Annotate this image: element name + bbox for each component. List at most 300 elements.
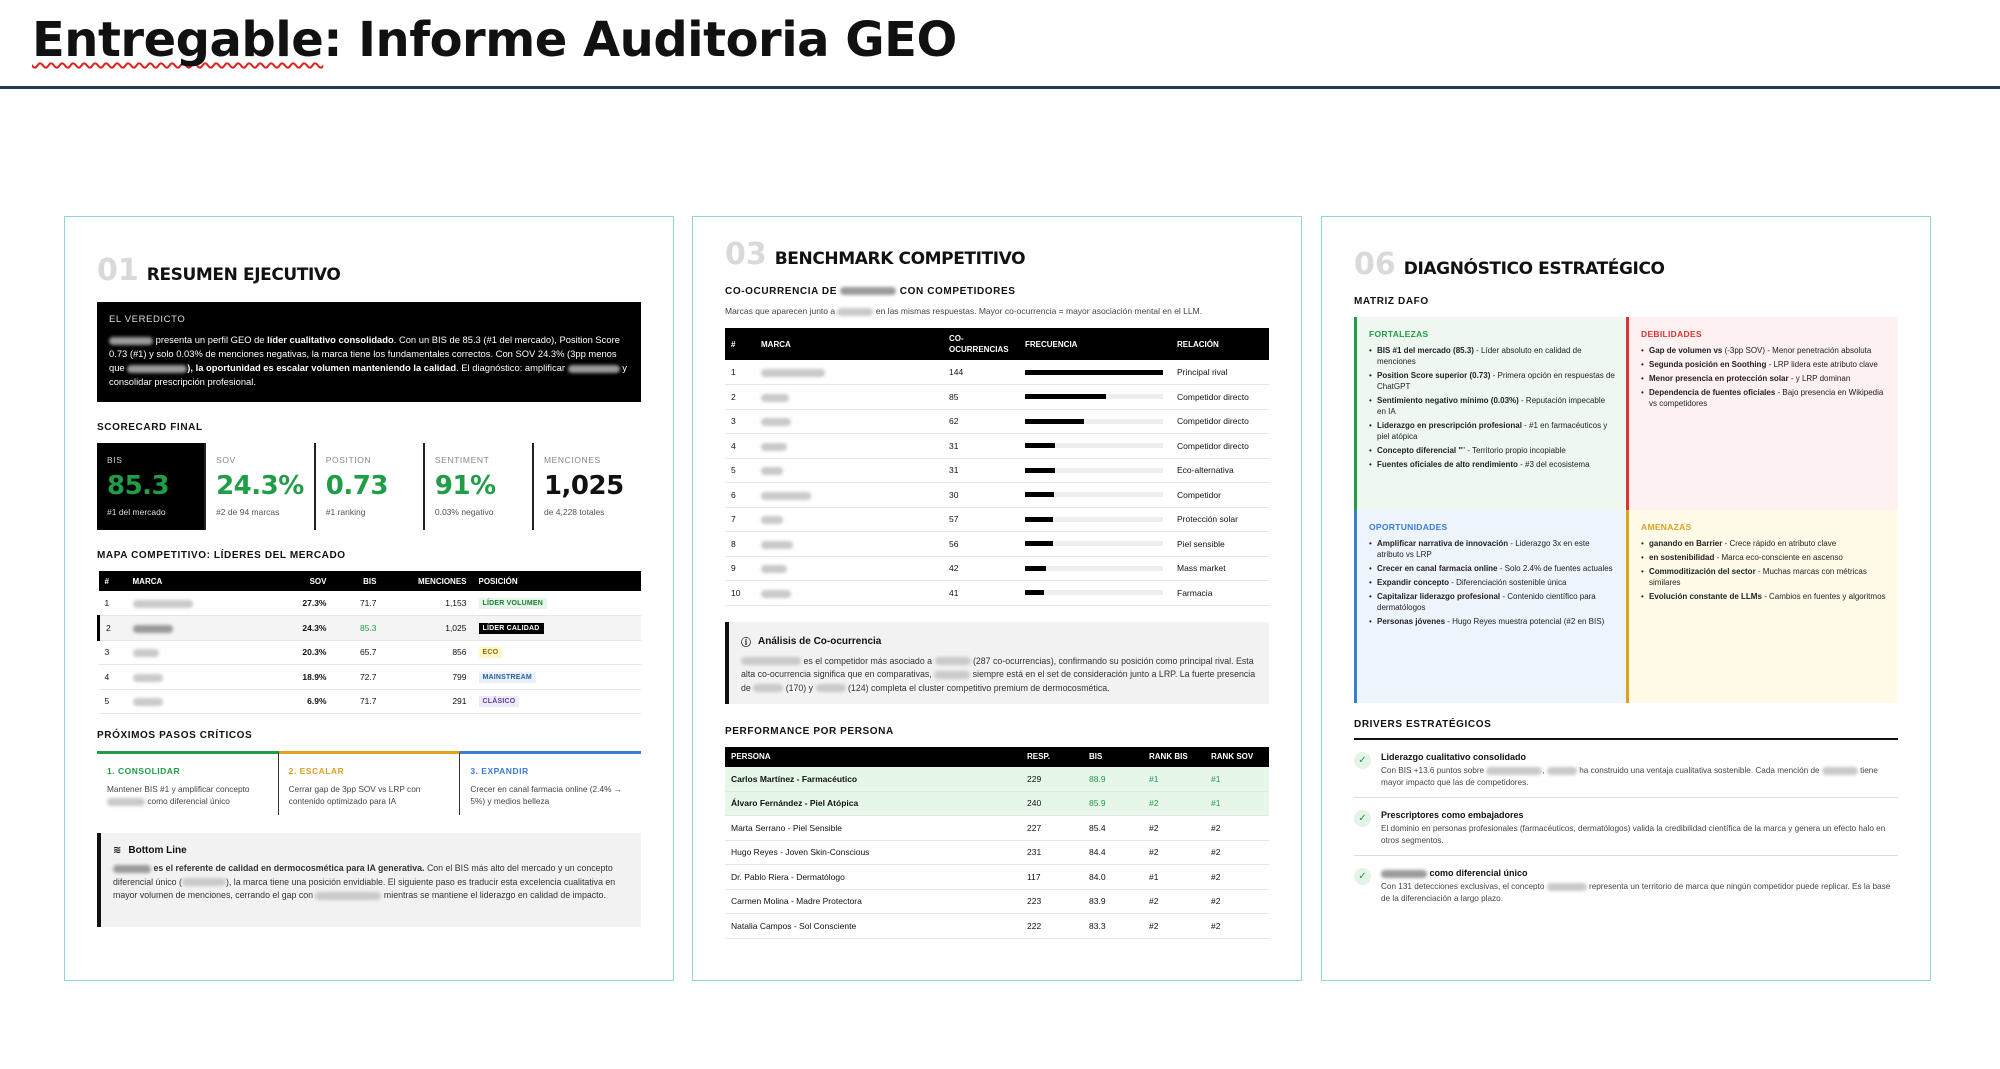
swot-item	[1641, 552, 1888, 563]
bottom-line-callout	[97, 833, 641, 927]
analysis-callout	[725, 622, 1269, 704]
swot-item-bold: Amplificar narrativa de innovación	[1377, 539, 1509, 548]
col-header: CO-OCURRENCIAS	[943, 328, 1019, 360]
cell-resp: 231	[1021, 840, 1083, 865]
col-header: POSICIÓN	[473, 571, 642, 591]
frequency-bar-track	[1025, 541, 1163, 546]
cell-rank: 1	[725, 360, 755, 385]
redacted-brand	[133, 674, 163, 682]
driver-title: Liderazgo cualitativo consolidado	[1381, 752, 1527, 762]
cell-cooccurrences: 42	[943, 556, 1019, 581]
cell-rs: #2	[1205, 840, 1269, 865]
step-desc	[107, 783, 268, 807]
swot-item-text: - Hugo Reyes muestra potencial (#2 en BIS)	[1445, 617, 1605, 626]
frequency-bar-track	[1025, 419, 1163, 424]
swot-item-text: - Líder absoluto en calidad de menciones	[1377, 346, 1582, 366]
driver-item	[1354, 740, 1898, 798]
table-row	[725, 914, 1269, 939]
driver-item	[1354, 798, 1898, 856]
cell: 5	[99, 689, 127, 714]
persona-table	[725, 747, 1269, 939]
next-steps	[97, 751, 641, 815]
quadrant-title: FORTALEZAS	[1369, 329, 1429, 339]
cell-relation: Piel sensible	[1171, 532, 1269, 557]
cell-frequency	[1019, 483, 1171, 508]
callout-title-text: Análisis de Co-ocurrencia	[758, 635, 882, 647]
swot-item	[1641, 566, 1888, 588]
persona-label: PERFORMANCE POR PERSONA	[725, 725, 894, 737]
verdict-text	[109, 333, 629, 389]
cell-rs: #2	[1205, 865, 1269, 890]
metric-sub: #2 de 94 marcas	[216, 507, 280, 517]
table-row-highlight	[99, 616, 642, 641]
table-row	[99, 665, 642, 690]
frequency-bar-track	[1025, 443, 1163, 448]
metric-sub: #1 ranking	[325, 507, 366, 517]
step-consolidar	[97, 751, 279, 815]
swot-item	[1369, 616, 1616, 627]
verdict-bold: líder cualitativo consolidado	[267, 334, 394, 345]
frequency-bar	[1025, 566, 1046, 571]
verdict-box	[97, 302, 641, 402]
redacted-brand	[568, 365, 620, 373]
swot-item	[1641, 538, 1888, 549]
verdict-part: y consolidar prescripción profesional.	[109, 362, 627, 387]
col-header: BIS	[333, 571, 383, 591]
redacted-brand	[109, 337, 153, 345]
swot-item-text: - Marca eco-consciente en ascenso	[1714, 553, 1843, 562]
step-desc-part: Mantener BIS #1 y amplificar concepto	[107, 784, 250, 794]
redacted-brand	[133, 625, 173, 633]
label-part: CO-OCURRENCIA DE	[725, 286, 838, 297]
callout-body	[113, 862, 629, 903]
cell-rank: 7	[725, 507, 755, 532]
cell-name: Hugo Reyes - Joven Skin-Conscious	[725, 840, 1021, 865]
driver-desc-part: tiene mayor impacto que las de competidores.	[1381, 766, 1878, 787]
position-tag: MAINSTREAM	[479, 672, 536, 683]
cooc-desc	[725, 306, 1269, 316]
swot-item	[1641, 345, 1888, 356]
swot-item-bold: ganando en Barrier	[1649, 539, 1723, 548]
section-title: RESUMEN EJECUTIVO	[146, 265, 341, 285]
cell-bis: 84.4	[1083, 840, 1143, 865]
table-row	[725, 385, 1269, 410]
panel-benchmark-competitivo	[692, 216, 1302, 981]
table-row	[725, 434, 1269, 459]
label-part: CON COMPETIDORES	[899, 286, 1016, 297]
cell-brand	[127, 616, 275, 641]
cell-bis: 84.0	[1083, 865, 1143, 890]
cell-brand	[755, 581, 943, 606]
frequency-bar-track	[1025, 468, 1163, 473]
step-desc: Cerrar gap de 3pp SOV vs LRP con contenido optimizado para IA	[288, 784, 421, 806]
frequency-bar-track	[1025, 394, 1163, 399]
callout-title-text: Bottom Line	[128, 845, 187, 856]
swot-debilidades	[1626, 317, 1898, 510]
cell-bis: 83.3	[1083, 914, 1143, 939]
swot-label: MATRIZ DAFO	[1354, 296, 1429, 307]
col-header: RESP.	[1021, 747, 1083, 767]
table-row	[725, 816, 1269, 841]
cell-name: Carlos Martínez - Farmacéutico	[725, 767, 1021, 792]
driver-desc: El dominio en personas profesionales (farmacéuticos, dermatólogos) valida la credibilidad científica de la marca y genera un efecto halo en otros segmentos.	[1381, 824, 1886, 845]
cell-brand	[127, 591, 275, 616]
frequency-bar-track	[1025, 517, 1163, 522]
table-row	[725, 360, 1269, 385]
col-header: MENCIONES	[383, 571, 473, 591]
swot-matrix	[1354, 317, 1898, 703]
cell: 799	[383, 665, 473, 690]
section-title: BENCHMARK COMPETITIVO	[774, 249, 1026, 269]
swot-item	[1369, 538, 1616, 560]
swot-item-bold: BIS #1 del mercado (85.3)	[1377, 346, 1474, 355]
swot-item-bold: Capitalizar liderazgo profesional	[1377, 592, 1501, 601]
swot-item-text: - #3 del ecosistema	[1517, 460, 1590, 469]
scorecard-bis	[97, 443, 206, 530]
cell: 291	[383, 689, 473, 714]
cell-relation: Competidor directo	[1171, 385, 1269, 410]
swot-item-bold: Gap de volumen vs	[1649, 346, 1723, 355]
callout-body	[741, 655, 1257, 696]
swot-item	[1369, 563, 1616, 574]
redacted-brand	[133, 698, 163, 706]
cell: 65.7	[333, 640, 383, 665]
cell	[473, 640, 642, 665]
drivers-label: DRIVERS ESTRATÉGICOS	[1354, 719, 1898, 740]
cell-rb: #2	[1143, 914, 1205, 939]
quadrant-list	[1369, 345, 1616, 470]
verdict-part: . Con un BIS de 85.3 (#1 del mercado), Position Score 0.73 (#1) y solo 0.03% de menciones negativas, la marca tiene los fundamentales correctos. Con SOV 24.3% (3pp menos que	[109, 334, 620, 373]
table-row	[99, 689, 642, 714]
swot-item	[1641, 387, 1888, 409]
position-tag: LÍDER CALIDAD	[479, 623, 544, 634]
swot-item	[1369, 345, 1616, 367]
table-row	[99, 640, 642, 665]
cell-rs: #2	[1205, 914, 1269, 939]
callout-part: siempre está en el set de consideración junto a LRP. La fuerte presencia de	[741, 669, 1256, 693]
step-title: 1. CONSOLIDAR	[107, 766, 181, 776]
redacted-brand	[1381, 870, 1427, 878]
cell-bis: 85.4	[1083, 816, 1143, 841]
table-row	[725, 889, 1269, 914]
swot-item-text: - Bajo presencia en Wikipedia vs competidores	[1649, 388, 1884, 408]
cell: 1	[99, 591, 127, 616]
cell-resp: 117	[1021, 865, 1083, 890]
swot-item-text: - Liderazgo 3x en este atributo vs LRP	[1377, 539, 1590, 559]
swot-item	[1369, 577, 1616, 588]
swot-fortalezas	[1354, 317, 1626, 510]
cell-rs: #1	[1205, 791, 1269, 816]
step-title: 3. EXPANDIR	[470, 766, 529, 776]
redacted-brand	[107, 798, 145, 806]
driver-desc	[1381, 881, 1898, 905]
swot-item	[1641, 373, 1888, 384]
cell-frequency	[1019, 360, 1171, 385]
section-title: DIAGNÓSTICO ESTRATÉGICO	[1403, 259, 1665, 279]
cell-rb: #2	[1143, 840, 1205, 865]
col-header: RELACIÓN	[1171, 328, 1269, 360]
cell-rank: 2	[725, 385, 755, 410]
metric-value: 24.3%	[216, 471, 304, 501]
cell: 3	[99, 640, 127, 665]
frequency-bar	[1025, 443, 1055, 448]
quadrant-list	[1641, 538, 1888, 602]
callout-part: mientras se mantiene el liderazgo en calidad de impacto.	[383, 890, 606, 900]
metric-sub: 0.03% negativo	[434, 507, 494, 517]
cell-relation: Competidor directo	[1171, 409, 1269, 434]
col-header: MARCA	[755, 328, 943, 360]
frequency-bar-track	[1025, 590, 1163, 595]
cell-cooccurrences: 31	[943, 434, 1019, 459]
cell: 1,153	[383, 591, 473, 616]
cell-brand	[127, 640, 275, 665]
swot-item-text: - Crece rápido en atributo clave	[1722, 539, 1837, 548]
swot-item	[1369, 591, 1616, 613]
scorecard	[97, 443, 641, 530]
redacted-brand	[761, 590, 791, 598]
cell-frequency	[1019, 507, 1171, 532]
desc-part: Marcas que aparecen junto a	[725, 306, 836, 316]
metric-label: SOV	[216, 455, 236, 465]
frequency-bar	[1025, 419, 1084, 424]
col-header: BIS	[1083, 747, 1143, 767]
check-circle-icon: ✓	[1354, 752, 1371, 769]
redacted-brand	[761, 541, 793, 549]
swot-item-text: - Diferenciación sostenible única	[1449, 578, 1567, 587]
steps-label: PRÓXIMOS PASOS CRÍTICOS	[97, 730, 253, 741]
cell-frequency	[1019, 581, 1171, 606]
swot-item-text: " - Territorio propio incopiable	[1462, 446, 1566, 455]
table-row	[725, 483, 1269, 508]
callout-part: (124) completa el cluster competitivo premium de dermocosmética.	[848, 682, 1110, 693]
col-header: #	[725, 328, 755, 360]
swot-item-text: - #1 en farmacéuticos y piel atópica	[1377, 421, 1608, 441]
map-label: MAPA COMPETITIVO: LÍDERES DEL MERCADO	[97, 550, 346, 561]
swot-item-text: - Contenido científico para dermatólogos	[1377, 592, 1596, 612]
step-desc-part: como diferencial único	[147, 796, 230, 806]
cell-cooccurrences: 56	[943, 532, 1019, 557]
swot-item-bold: Personas jóvenes	[1377, 617, 1446, 626]
section-number: 03	[725, 237, 767, 272]
cell-cooccurrences: 57	[943, 507, 1019, 532]
section-header	[97, 253, 641, 288]
swot-item-bold: Segunda posición en Soothing	[1649, 360, 1767, 369]
swot-item-bold: Dependencia de fuentes oficiales	[1649, 388, 1776, 397]
redacted-brand	[1822, 767, 1858, 775]
cell-cooccurrences: 30	[943, 483, 1019, 508]
redacted-brand	[761, 418, 791, 426]
cell-cooccurrences: 144	[943, 360, 1019, 385]
cell-brand	[755, 385, 943, 410]
cell-rb: #2	[1143, 889, 1205, 914]
swot-item-bold: Expandir concepto	[1377, 578, 1450, 587]
cell-resp: 227	[1021, 816, 1083, 841]
cell-rank: 9	[725, 556, 755, 581]
title-word: Entregable	[32, 12, 324, 68]
cell-brand	[755, 483, 943, 508]
step-desc: Crecer en canal farmacia online (2.4% → 5%) y medios belleza	[470, 784, 623, 806]
cell: 6.9%	[275, 689, 333, 714]
cell: 85.3	[333, 616, 383, 641]
swot-item	[1641, 359, 1888, 370]
swot-item-text: - Primera opción en respuestas de ChatGPT	[1377, 371, 1615, 391]
swot-item-text: (-3pp SOV) - Menor penetración absoluta	[1722, 346, 1872, 355]
check-circle-icon: ✓	[1354, 868, 1371, 885]
cell-brand	[755, 556, 943, 581]
cell-rank: 10	[725, 581, 755, 606]
cell-rb: #2	[1143, 791, 1205, 816]
col-header: FRECUENCIA	[1019, 328, 1171, 360]
metric-value: 1,025	[543, 471, 624, 501]
swot-item-bold: Crecer en canal farmacia online	[1377, 564, 1498, 573]
cell: 2	[99, 616, 127, 641]
step-escalar	[279, 751, 461, 815]
redacted-brand	[761, 369, 825, 377]
cell-frequency	[1019, 409, 1171, 434]
swot-item-bold: Menor presencia en protección solar	[1649, 374, 1789, 383]
table-row	[725, 507, 1269, 532]
table-row	[99, 591, 642, 616]
cell-brand	[127, 689, 275, 714]
driver-title: Prescriptores como embajadores	[1381, 810, 1524, 820]
swot-item-text: - Reputación impecable en IA	[1377, 396, 1606, 416]
scorecard-label: SCORECARD FINAL	[97, 422, 203, 433]
swot-item-bold: Commoditización del sector	[1649, 567, 1756, 576]
step-expandir	[460, 751, 641, 815]
cell-brand	[755, 409, 943, 434]
cell	[473, 665, 642, 690]
swot-item	[1369, 459, 1616, 470]
swot-item-text: - Muchas marcas con métricas similares	[1649, 567, 1867, 587]
swot-item-text: - Solo 2.4% de fuentes actuales	[1497, 564, 1613, 573]
swot-item-bold: en sostenibilidad	[1649, 553, 1715, 562]
cell-name: Marta Serrano - Piel Sensible	[725, 816, 1021, 841]
cell-rank: 4	[725, 434, 755, 459]
quadrant-title: AMENAZAS	[1641, 522, 1692, 532]
table-row-highlight	[725, 791, 1269, 816]
section-header	[1354, 247, 1898, 282]
position-tag: ECO	[479, 647, 503, 658]
metric-value: 0.73	[325, 471, 388, 501]
swot-amenazas	[1626, 510, 1898, 703]
driver-desc-part: Con 131 detecciones exclusivas, el concepto	[1381, 882, 1545, 891]
cell-rs: #2	[1205, 816, 1269, 841]
cell: 18.9%	[275, 665, 333, 690]
col-header: #	[99, 571, 127, 591]
cell-frequency	[1019, 532, 1171, 557]
cell-cooccurrences: 85	[943, 385, 1019, 410]
table-row	[725, 532, 1269, 557]
step-title: 2. ESCALAR	[288, 766, 345, 776]
panel-diagnostico-estrategico	[1321, 216, 1931, 981]
redacted-brand	[1547, 883, 1587, 891]
col-header: RANK SOV	[1205, 747, 1269, 767]
redacted-brand	[133, 649, 159, 657]
scorecard-position	[316, 443, 425, 530]
cell-cooccurrences: 31	[943, 458, 1019, 483]
redacted-brand	[840, 287, 896, 295]
callout-part: Con el BIS más alto del mercado y un concepto diferencial único (	[113, 863, 613, 887]
callout-part: (287 co-ocurrencias), confirmando su posición como principal rival. Esta alta co-ocurrencia significa que en comparativas,	[741, 655, 1254, 679]
table-row	[725, 865, 1269, 890]
driver-title	[1381, 868, 1898, 878]
swot-item-bold: Liderazgo en prescripción profesional	[1377, 421, 1522, 430]
cell-brand	[755, 360, 943, 385]
table-row	[725, 581, 1269, 606]
cell-rank: 6	[725, 483, 755, 508]
cooc-label	[725, 286, 1269, 297]
scorecard-sentiment	[425, 443, 534, 530]
swot-oportunidades	[1354, 510, 1626, 703]
verdict-label: EL VEREDICTO	[109, 314, 186, 325]
cell-rb: #2	[1143, 816, 1205, 841]
cell-rb: #1	[1143, 767, 1205, 792]
redacted-brand	[761, 443, 787, 451]
metric-value: 91%	[434, 471, 496, 501]
callout-part: es el competidor más asociado a	[803, 655, 933, 666]
col-header: RANK BIS	[1143, 747, 1205, 767]
frequency-bar-track	[1025, 566, 1163, 571]
verdict-part: . El diagnóstico: amplificar	[456, 362, 565, 373]
driver-title-text: como diferencial único	[1429, 868, 1528, 878]
cell-resp: 240	[1021, 791, 1083, 816]
cell: 20.3%	[275, 640, 333, 665]
cell-frequency	[1019, 385, 1171, 410]
cell: 24.3%	[275, 616, 333, 641]
swot-item-text: - y LRP dominan	[1788, 374, 1851, 383]
redacted-brand	[753, 684, 783, 692]
cell-rs: #2	[1205, 889, 1269, 914]
cell: 27.3%	[275, 591, 333, 616]
redacted-brand	[182, 878, 226, 886]
cell-relation: Farmacia	[1171, 581, 1269, 606]
cell-cooccurrences: 41	[943, 581, 1019, 606]
cell-name: Álvaro Fernández - Piel Atópica	[725, 791, 1021, 816]
cell-resp: 223	[1021, 889, 1083, 914]
section-number: 01	[97, 253, 139, 288]
swot-item-text: - Cambios en fuentes y algoritmos	[1761, 592, 1886, 601]
slide-title	[32, 12, 957, 68]
swot-item-bold: Concepto diferencial "	[1377, 446, 1463, 455]
frequency-bar-track	[1025, 370, 1163, 375]
cell-brand	[755, 434, 943, 459]
swot-item	[1369, 420, 1616, 442]
redacted-brand	[761, 394, 789, 402]
position-tag: CLÁSICO	[479, 696, 520, 707]
cell-name: Natalia Campos - Sol Consciente	[725, 914, 1021, 939]
cell-relation: Eco-alternativa	[1171, 458, 1269, 483]
cell-resp: 222	[1021, 914, 1083, 939]
cell	[473, 591, 642, 616]
quadrant-title: DEBILIDADES	[1641, 329, 1702, 339]
cell-relation: Competidor directo	[1171, 434, 1269, 459]
competitive-map-table	[97, 571, 641, 714]
position-tag: LÍDER VOLUMEN	[479, 598, 548, 609]
frequency-bar-track	[1025, 492, 1163, 497]
cell-bis: 83.9	[1083, 889, 1143, 914]
cell-bis: 85.9	[1083, 791, 1143, 816]
cell-resp: 229	[1021, 767, 1083, 792]
frequency-bar	[1025, 468, 1055, 473]
redacted-brand	[1547, 767, 1577, 775]
cell-relation: Competidor	[1171, 483, 1269, 508]
driver-desc-part: ha construido una ventaja cualitativa sostenible. Cada mención de	[1579, 766, 1820, 775]
section-number: 06	[1354, 247, 1396, 282]
redacted-brand	[934, 671, 970, 679]
redacted-brand	[761, 516, 783, 524]
redacted-brand	[761, 565, 787, 573]
quadrant-list	[1369, 538, 1616, 627]
